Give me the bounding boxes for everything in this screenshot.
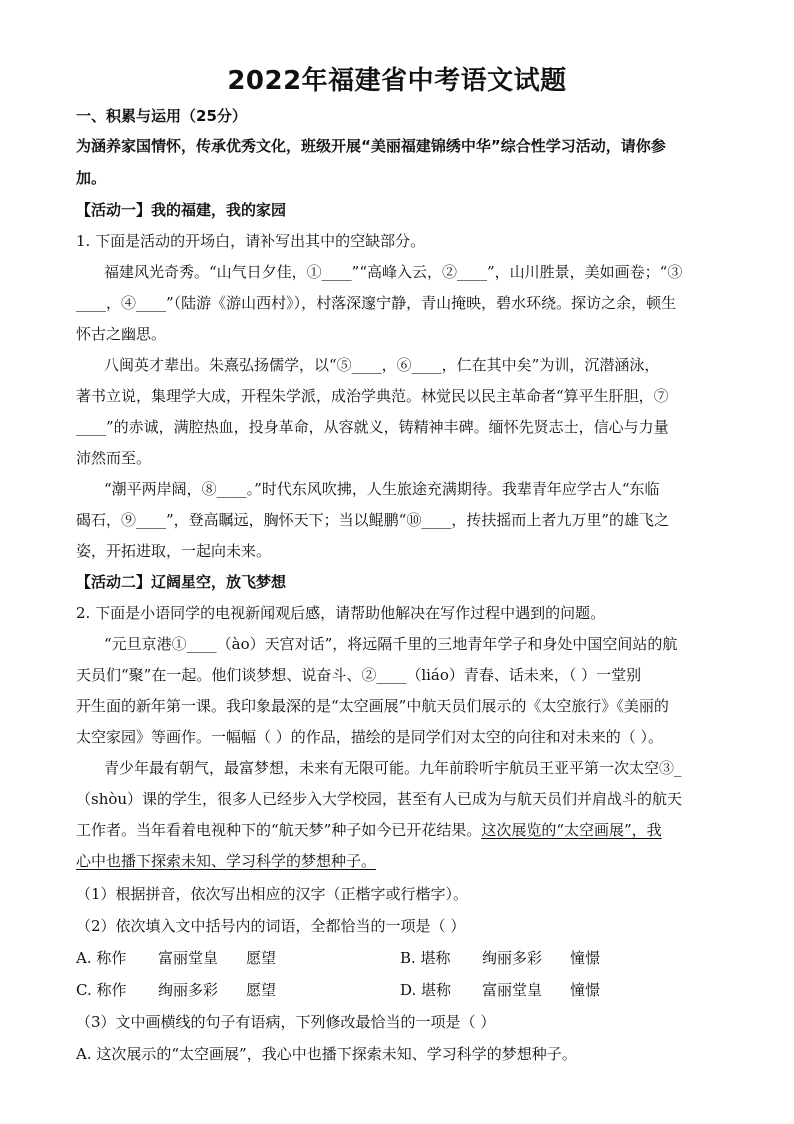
option-b-word-2: 绚丽多彩 xyxy=(482,949,543,967)
q2-paragraph-line: 太空家园》等画作。一幅幅（ ）的作品，描绘的是同学们对太空的向往和对未来的（ ）。 xyxy=(76,728,664,746)
q1-paragraph-line: 怀古之幽思。 xyxy=(76,325,167,343)
option-3-a: A. 这次展示的“太空画展”，我心中也播下探索未知、学习科学的梦想种子。 xyxy=(76,1045,577,1063)
section-heading: 一、积累与运用（25分） xyxy=(76,107,247,125)
q2-text: 工作者。当年看着电视种下的“航天梦”种子如今已开花结果。 xyxy=(76,821,482,839)
sub-question-3: （3）文中画横线的句子有语病，下列修改最恰当的一项是（ ） xyxy=(76,1013,496,1031)
option-c-word-3: 愿望 xyxy=(246,981,277,999)
sub-question-1: （1）根据拼音，依次写出相应的汉字（正楷字或行楷字）。 xyxy=(76,885,469,903)
option-b-word-3: 憧憬 xyxy=(570,949,601,967)
q2-paragraph-line: （shòu）课的学生，很多人已经步入大学校园，甚至有人已成为与航天员们并肩战斗的航天 xyxy=(76,790,683,808)
question-1-stem: 1. 下面是活动的开场白，请补写出其中的空缺部分。 xyxy=(76,232,426,250)
q1-paragraph-line: 沛然而至。 xyxy=(76,449,152,467)
q2-paragraph-line xyxy=(76,851,726,871)
q2-paragraph-line: “元旦京港①____（ào）天宫对话”，将远隔千里的三地青年学子和身处中国空间站的航 xyxy=(104,635,678,653)
option-d-word-2: 富丽堂皇 xyxy=(482,981,543,999)
intro-line-1: 为涵养家国情怀，传承优秀文化，班级开展“美丽福建锦绣中华”综合性学习活动，请你参 xyxy=(76,137,666,155)
option-d-word-3: 憧憬 xyxy=(570,981,601,999)
option-a-word-3: 愿望 xyxy=(246,949,277,967)
option-a: A. 称作 xyxy=(76,949,127,967)
option-d: D. 堪称 xyxy=(400,981,452,999)
activity1-heading: 【活动一】我的福建，我的家园 xyxy=(76,201,287,219)
activity2-heading: 【活动二】辽阔星空，放飞梦想 xyxy=(76,573,287,591)
option-b: B. 堪称 xyxy=(400,949,451,967)
page-title: 2022年福建省中考语文试题 xyxy=(227,66,567,96)
q1-paragraph-line: 著书立说，集理学大成，开程朱学派，成治学典范。林觉民以民主革命者“算平生肝胆，⑦ xyxy=(76,387,669,405)
q1-paragraph-line: 姿，开拓进取，一起向未来。 xyxy=(76,542,272,560)
q1-paragraph-line: ____，④____”（陆游《游山西村》），村落深邃宁静，青山掩映，碧水环绕。探访之余，顿生 xyxy=(76,294,677,312)
underlined-sentence: 心中也播下探索未知、学习科学的梦想种子。 xyxy=(76,852,377,870)
sub-question-2: （2）依次填入文中括号内的词语，全都恰当的一项是（ ） xyxy=(76,917,466,935)
q1-paragraph-line: 福建风光奇秀。“山气日夕佳，①____”“高峰入云，②____”，山川胜景，美如画卷；“③ xyxy=(104,263,683,281)
q2-paragraph-line: 青少年最有朝气，最富梦想，未来有无限可能。九年前聆听宇航员王亚平第一次太空③_ xyxy=(104,759,682,777)
option-c-word-2: 绚丽多彩 xyxy=(158,981,219,999)
option-a-word-2: 富丽堂皇 xyxy=(158,949,219,967)
underlined-sentence: 这次展览的“太空画展”，我 xyxy=(481,821,662,839)
q1-paragraph-line: 八闽英才辈出。朱熹弘扬儒学，以“⑤____，⑥____，仁在其中矣”为训，沉潜涵泳， xyxy=(104,356,660,374)
q1-paragraph-line: “潮平两岸阔，⑧____。”时代东风吹拂，人生旅途充满期待。我辈青年应学古人“东临 xyxy=(104,480,660,498)
q2-paragraph-line xyxy=(76,820,726,840)
q2-paragraph-line: 天员们“聚”在一起。他们谈梦想、说奋斗、②____（liáo）青春、话未来，（ ）一堂别 xyxy=(76,666,642,684)
intro-line-2: 加。 xyxy=(76,169,107,187)
question-2-stem: 2. 下面是小语同学的电视新闻观后感，请帮助他解决在写作过程中遇到的问题。 xyxy=(76,604,606,622)
q1-paragraph-line: 碣石，⑨____”，登高瞩远，胸怀天下；当以鲲鹏“⑩____，抟扶摇而上者九万里”的雄飞之 xyxy=(76,511,670,529)
q1-paragraph-line: ____”的赤诚，满腔热血，投身革命，从容就义，铸精神丰碑。缅怀先贤志士，信心与力量 xyxy=(76,418,669,436)
option-c: C. 称作 xyxy=(76,981,127,999)
q2-paragraph-line: 开生面的新年第一课。我印象最深的是“太空画展”中航天员们展示的《太空旅行》《美丽的 xyxy=(76,697,669,715)
